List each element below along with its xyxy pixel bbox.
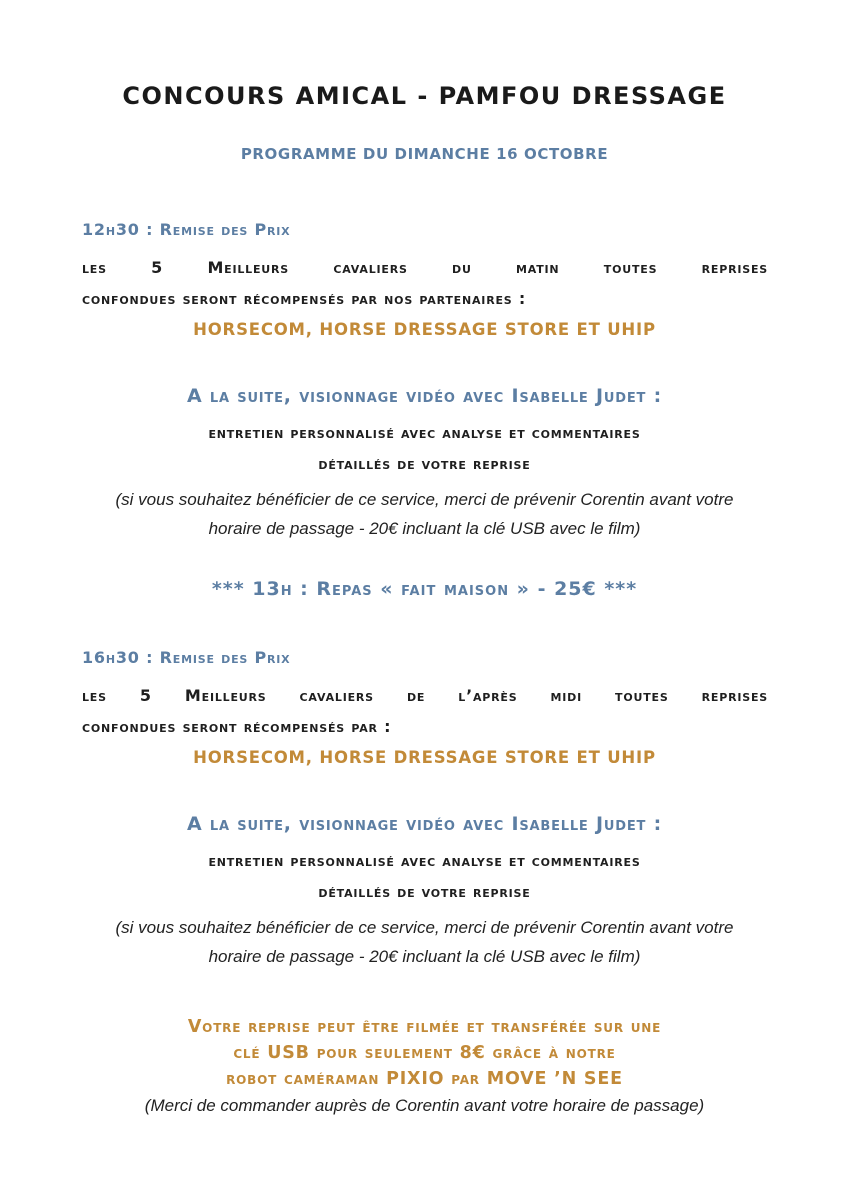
morning-note-line-2: horaire de passage - 20€ incluant la clé USB avec le film): [208, 519, 641, 538]
afternoon-awards-heading: 16h30 : Remise des Prix: [82, 648, 291, 667]
afternoon-note-line-2: horaire de passage - 20€ incluant la clé USB avec le film): [208, 947, 641, 966]
morning-awards-heading: 12h30 : Remise des Prix: [82, 220, 291, 239]
afternoon-video-line-1: entretien personnalisé avec analyse et commentaires: [208, 852, 641, 870]
afternoon-awards-line-2: confondues seront récompensés par :: [82, 717, 392, 736]
afternoon-awards-line-1: les 5 Meilleurs cavaliers de l’après midi toutes reprises: [82, 686, 768, 705]
morning-awards-line-1: les 5 Meilleurs cavaliers du matin toutes reprises: [82, 258, 768, 277]
closing-line-3: robot caméraman PIXIO par MOVE ’N SEE: [226, 1069, 623, 1089]
morning-video-line-1: entretien personnalisé avec analyse et commentaires: [208, 424, 641, 442]
afternoon-sponsors: HORSECOM, HORSE DRESSAGE STORE ET UHIP: [193, 748, 656, 767]
lunch-announcement: *** 13h : Repas « fait maison » - 25€ ***: [211, 578, 638, 600]
morning-sponsors: HORSECOM, HORSE DRESSAGE STORE ET UHIP: [193, 320, 656, 339]
morning-video-heading: A la suite, visionnage vidéo avec Isabelle Judet :: [187, 385, 662, 407]
morning-video-line-2: détaillés de votre reprise: [318, 455, 531, 473]
afternoon-video-heading: A la suite, visionnage vidéo avec Isabelle Judet :: [187, 813, 662, 835]
closing-line-2: clé USB pour seulement 8€ grâce à notre: [233, 1043, 616, 1063]
afternoon-video-line-2: détaillés de votre reprise: [318, 883, 531, 901]
document-title: CONCOURS AMICAL - PAMFOU DRESSAGE: [122, 82, 727, 110]
closing-note: (Merci de commander auprès de Corentin avant votre horaire de passage): [144, 1096, 705, 1115]
morning-awards-line-2: confondues seront récompensés par nos partenaires :: [82, 289, 527, 308]
program-subtitle: PROGRAMME DU DIMANCHE 16 OCTOBRE: [240, 145, 609, 163]
afternoon-note-line-1: (si vous souhaitez bénéficier de ce service, merci de prévenir Corentin avant votre: [115, 918, 734, 937]
closing-line-1: Votre reprise peut être filmée et transférée sur une: [187, 1017, 662, 1037]
morning-note-line-1: (si vous souhaitez bénéficier de ce service, merci de prévenir Corentin avant votre: [115, 490, 734, 509]
